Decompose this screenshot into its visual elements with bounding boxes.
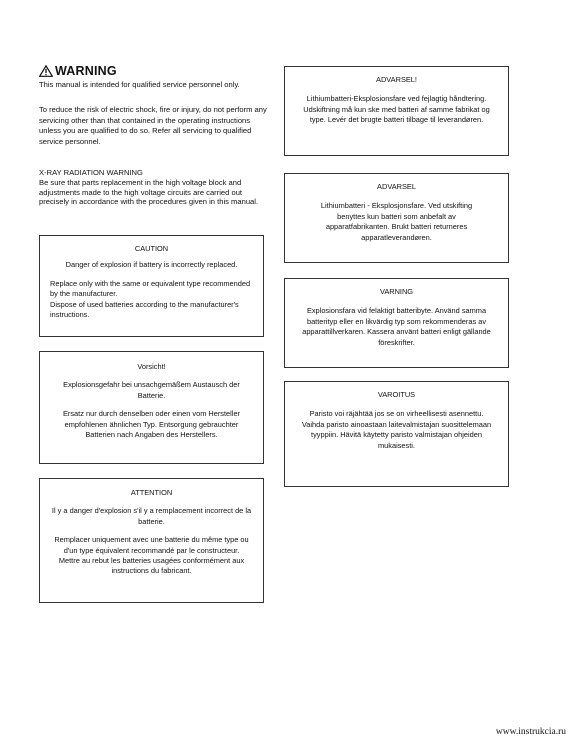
advarsel-dk-text: Lithiumbatteri-Eksplosionsfare ved fejlagtig håndtering. Udskiftning må kun ske med batteri af samme fabrikat og type. Levér det brugte batteri tilbage til leverandøren. [303, 94, 490, 125]
attention-title: ATTENTION [130, 488, 173, 497]
xray-text: Be sure that parts replacement in the high voltage block and adjustments made to the high voltage circuits are carried out precisely in accordance with the procedures given in this manual. [39, 178, 259, 207]
warning-triangle-icon [39, 65, 53, 77]
vorsicht-title: Vorsicht! [137, 362, 166, 371]
advarsel-no-text: Lithiumbatteri - Eksplosjonsfare. Ved utskifting benyttes kun batteri som anbefalt av apparatfabrikanten. Brukt batteri returneres apparatleverandøren. [320, 201, 473, 242]
varoitus-box [284, 381, 509, 487]
varning-text: Explosionsfara vid felaktigt batteribyte. Använd samma batterityp eller en likvärdig typ som rekommenderas av apparattillverkaren. Kassera använt batteri enligt gällande föreskrifter. [302, 306, 491, 347]
attention-box [39, 478, 264, 603]
varning-box [284, 278, 509, 368]
caution-line-1: Danger of explosion if battery is incorrectly replaced. [65, 260, 238, 270]
advarsel-dk-title: ADVARSEL! [376, 75, 417, 84]
attention-line-2: Remplacer uniquement avec une batterie du même type ou d'un type équivalent recommandé par le constructeur. [54, 535, 249, 555]
warning-para-1: This manual is intended for qualified service personnel only. [39, 80, 240, 89]
varoitus-title: VAROITUS [377, 390, 416, 399]
warning-title: WARNING [55, 64, 117, 78]
advarsel-no-box [284, 173, 509, 263]
vorsicht-line-2: Ersatz nur durch denselben oder einen vom Hersteller empfohlenen ähnlichen Typ. Entsorgung gebrauchter Batterien nach Angaben des Herstellers. [62, 409, 241, 440]
footer-watermark: www.instrukcia.ru [495, 727, 566, 737]
advarsel-dk-box [284, 66, 509, 156]
attention-line-3: Mettre au rebut les batteries usagées conformément aux instructions du fabricant. [58, 556, 245, 576]
varning-title: VARNING [379, 287, 414, 296]
varoitus-text: Paristo voi räjähtää jos se on virheellisesti asennettu. Vaihda paristo ainoastaan laitevalmistajan suosittelemaan tyyppiin. Hävitä käytetty paristo valmistajan ohjeiden mukaisesti. [301, 409, 492, 450]
attention-line-1: Il y a danger d'explosion s'il y a remplacement incorrect de la batterie. [51, 506, 252, 526]
vorsicht-line-1: Explosionsgefahr bei unsachgemäßem Austausch der Batterie. [63, 380, 240, 400]
xray-title: X-RAY RADIATION WARNING [39, 168, 143, 177]
vorsicht-box [39, 351, 264, 464]
caution-line-3: Dispose of used batteries according to the manufacturer's instructions. [50, 299, 239, 320]
warning-para-2: To reduce the risk of electric shock, fire or injury, do not perform any servicing other than that contained in the operating instructions unless you are qualified to do so. Refer all servicing to qualified service personnel. [39, 105, 267, 146]
caution-line-2: Replace only with the same or equivalent type recommended by the manufacturer. [50, 278, 251, 299]
caution-title: CAUTION [134, 244, 169, 253]
advarsel-no-title: ADVARSEL [377, 182, 416, 191]
caution-box [39, 235, 264, 337]
warning-heading [39, 64, 117, 78]
